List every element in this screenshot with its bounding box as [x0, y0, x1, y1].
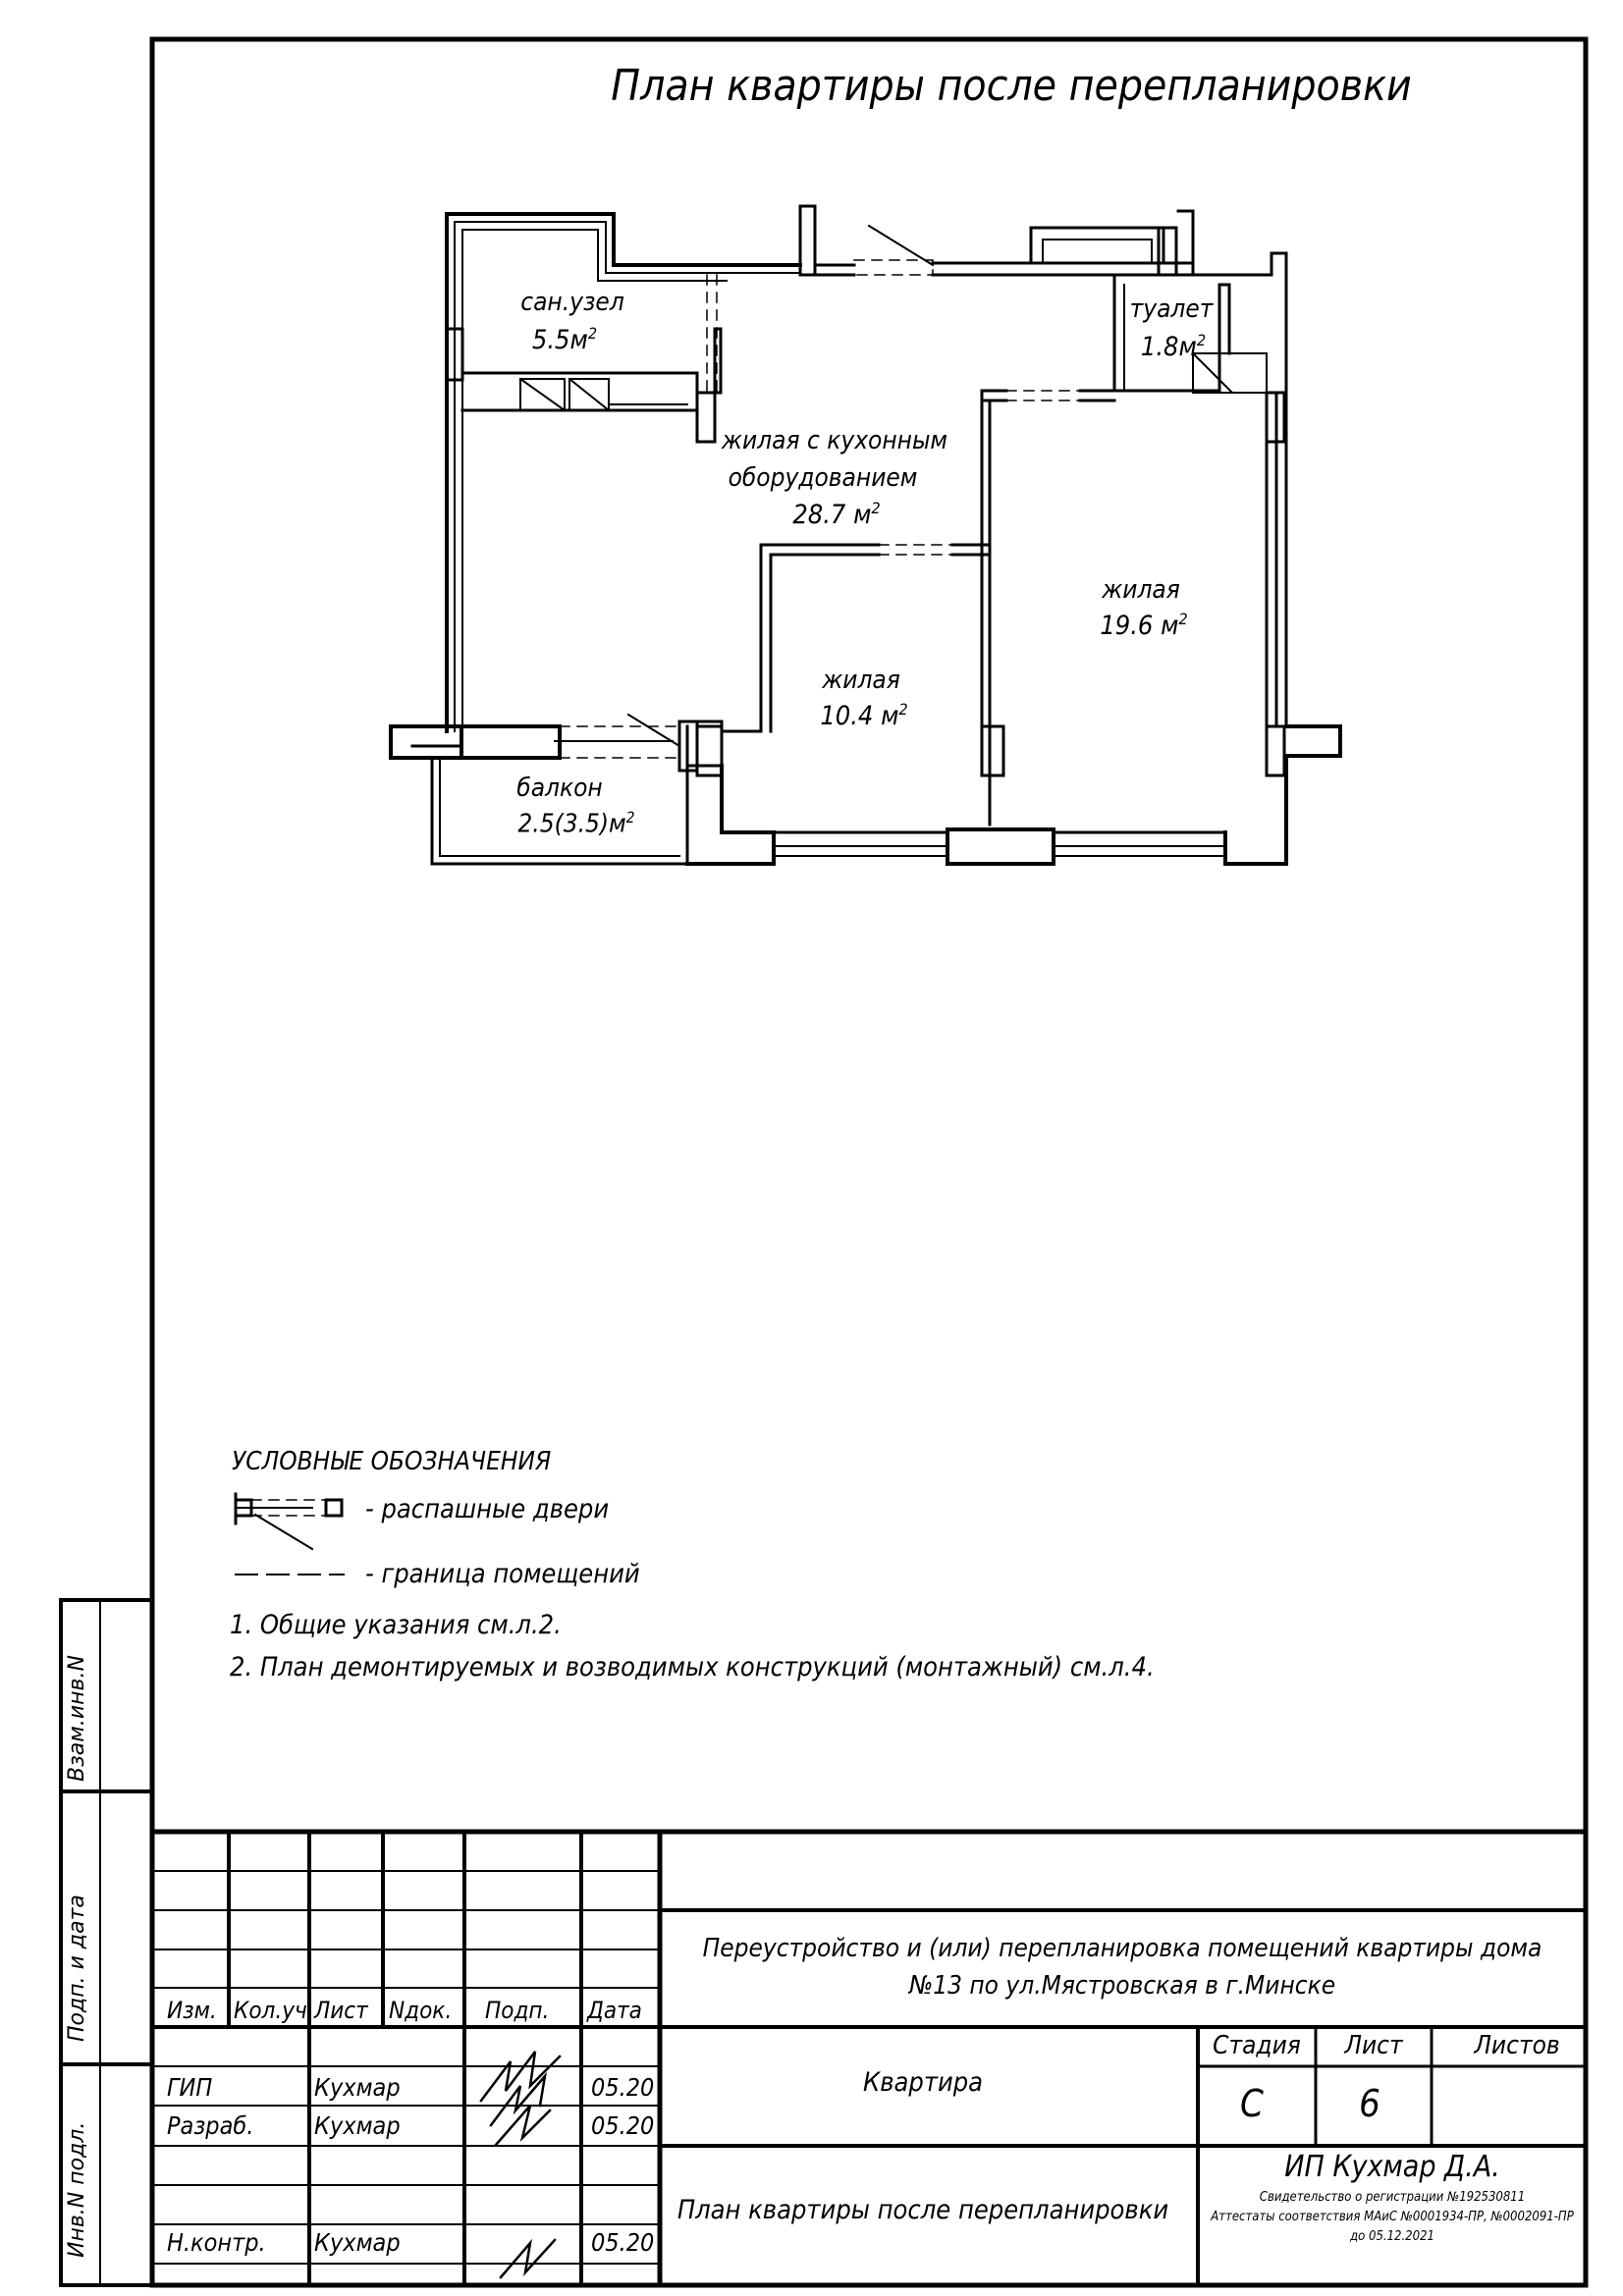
room-living1-area: 19.6 $м^2$	[1100, 610, 1188, 641]
stamp-project-line2: №13 по ул.Мястровская в г.Минске	[908, 1971, 1336, 2001]
stamp-cert-line2: Аттестаты соответствия МАиС №0001934-ПР, №0002091-ПР	[1211, 2210, 1574, 2224]
stamp-date-gip: 05.20	[591, 2073, 655, 2102]
legend-doors-label: - распашные двери	[365, 1494, 610, 1524]
side-label-replacement: Взам.инв.N	[65, 1655, 89, 1782]
note-2: 2. План демонтируемых и возводимых конструкций (монтажный) см.л.4.	[230, 1652, 1155, 1682]
stamp-name-developer: Кухмар	[314, 2111, 401, 2140]
stamp-sheet-label: Лист	[1344, 2031, 1403, 2060]
stamp-date-normcontrol: 05.20	[591, 2228, 655, 2257]
note-1: 1. Общие указания см.л.2.	[230, 1610, 562, 1640]
stamp-sheet-number: 6	[1359, 2082, 1380, 2125]
signature-marks	[481, 2052, 560, 2277]
room-balcony-name: балкон	[516, 774, 603, 803]
side-label-signature-date: Подп. и дата	[65, 1895, 89, 2042]
stamp-header-change: Изм.	[167, 1997, 217, 2024]
room-balcony-area: $2.5(3.5)м^2$	[517, 809, 635, 839]
stamp-sheet-title: План квартиры после перепланировки	[676, 2195, 1169, 2225]
legend-door-symbol	[236, 1494, 342, 1549]
stamp-header-date: Дата	[587, 1997, 642, 2024]
room-toilet-name: туалет	[1129, 294, 1214, 324]
stamp-cert-line3: до 05.12.2021	[1350, 2229, 1434, 2244]
stamp-stage-value: С	[1240, 2082, 1264, 2125]
room-bath-area: $5.5м^2$	[531, 324, 598, 355]
stamp-project-line1: Переустройство и (или) перепланировка помещений квартиры дома	[702, 1934, 1542, 1963]
stamp-cert-line1: Свидетельство о регистрации №192530811	[1259, 2190, 1526, 2205]
stamp-header-docno: Nдок.	[389, 1997, 453, 2024]
stamp-header-signature: Подп.	[485, 1997, 550, 2024]
stamp-stage-label: Стадия	[1213, 2031, 1301, 2060]
room-kitchen-area: 28.7 $м^2$	[792, 499, 881, 530]
stamp-sheets-label: Листов	[1474, 2031, 1560, 2060]
room-kitchen-line2: оборудованием	[728, 463, 918, 493]
stamp-name-normcontrol: Кухмар	[314, 2228, 401, 2257]
stamp-object: Квартира	[862, 2067, 984, 2098]
room-toilet-area: $1.8м^2$	[1140, 331, 1207, 362]
stamp-role-gip: ГИП	[167, 2073, 213, 2102]
room-kitchen-line1: жилая с кухонным	[721, 426, 948, 455]
side-label-inventory: Инв.N подл.	[65, 2121, 89, 2258]
drawing-title: План квартиры после перепланировки	[611, 61, 1412, 111]
stamp-name-gip: Кухмар	[314, 2073, 401, 2102]
stamp-header-sheet: Лист	[314, 1997, 368, 2024]
legend-heading: УСЛОВНЫЕ ОБОЗНАЧЕНИЯ	[232, 1447, 552, 1476]
stamp-role-normcontrol: Н.контр.	[167, 2228, 266, 2257]
stamp-company: ИП Кухмар Д.А.	[1284, 2150, 1500, 2184]
room-living2-name: жилая	[822, 666, 900, 695]
legend-boundary-label: - граница помещений	[365, 1559, 640, 1589]
room-living1-name: жилая	[1102, 575, 1180, 605]
stamp-date-developer: 05.20	[591, 2111, 655, 2140]
room-bath-name: сан.узел	[520, 288, 624, 317]
room-living2-area: 10.4 $м^2$	[820, 700, 908, 731]
stamp-header-count: Кол.уч.	[234, 1997, 314, 2024]
stamp-role-developer: Разраб.	[167, 2111, 254, 2140]
